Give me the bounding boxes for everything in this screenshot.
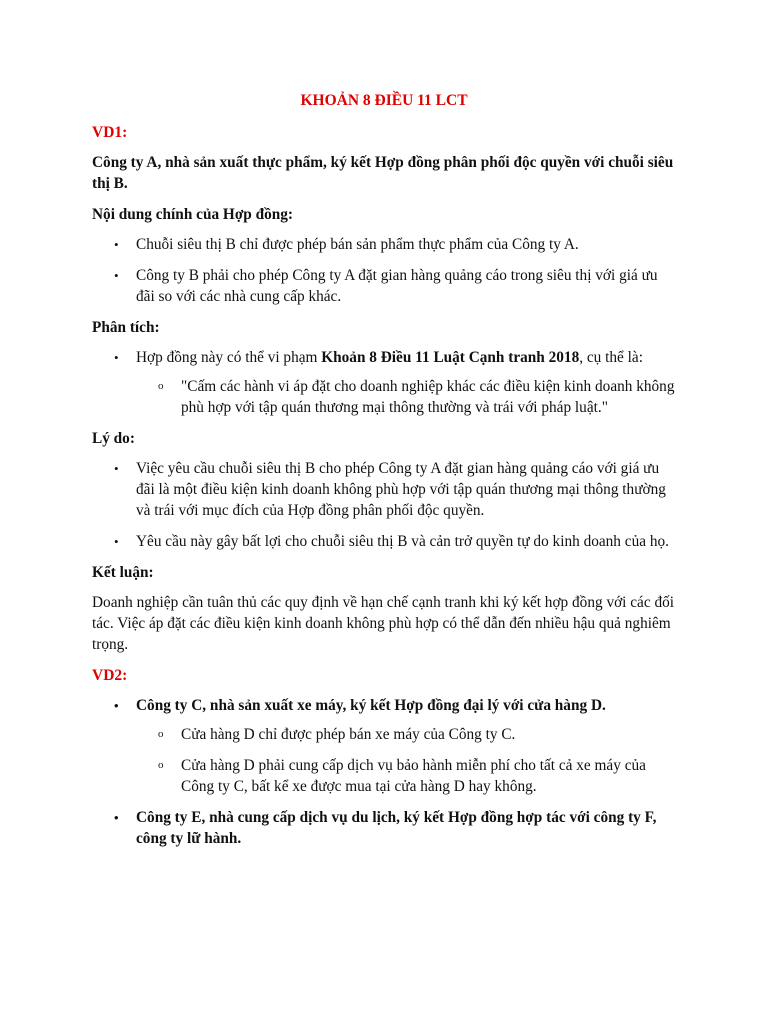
law-reference: Khoản 8 Điều 11 Luật Cạnh tranh 2018 bbox=[321, 349, 580, 366]
bullet-icon: • bbox=[114, 698, 119, 713]
list-item bbox=[136, 724, 676, 745]
list-item-text: Cửa hàng D chỉ được phép bán xe máy của Công ty C. bbox=[181, 726, 516, 743]
analysis-list bbox=[92, 347, 676, 418]
list-item-text: Chuỗi siêu thị B chỉ được phép bán sản phẩm thực phẩm của Công ty A. bbox=[136, 236, 579, 253]
list-item bbox=[136, 755, 676, 797]
analysis-label: Phân tích: bbox=[92, 319, 160, 336]
circle-bullet-icon: o bbox=[158, 759, 164, 771]
bullet-icon: • bbox=[114, 350, 119, 365]
reason-label: Lý do: bbox=[92, 430, 135, 447]
vd2-list bbox=[92, 695, 676, 849]
document-title: KHOẢN 8 ĐIỀU 11 LCT bbox=[300, 92, 468, 109]
analysis-sublist bbox=[136, 376, 676, 418]
list-item bbox=[92, 347, 676, 418]
vd2-heading: VD2: bbox=[92, 667, 128, 684]
list-item-text: Công ty B phải cho phép Công ty A đặt gian hàng quảng cáo trong siêu thị với giá ưu đãi so với các nhà cung cấp khác. bbox=[136, 267, 658, 305]
vd1-intro: Công ty A, nhà sản xuất thực phẩm, ký kết Hợp đồng phân phối độc quyền với chuỗi siêu thị B. bbox=[92, 154, 674, 192]
analysis-prefix: Hợp đồng này có thể vi phạm bbox=[136, 349, 322, 366]
list-item-text: Yêu cầu này gây bất lợi cho chuỗi siêu thị B và cản trở quyền tự do kinh doanh của họ. bbox=[136, 533, 669, 550]
analysis-suffix: , cụ thể là: bbox=[579, 349, 643, 366]
list-item bbox=[92, 531, 676, 552]
list-item-text: Công ty E, nhà cung cấp dịch vụ du lịch, ký kết Hợp đồng hợp tác với công ty F, công ty lữ hành. bbox=[136, 809, 657, 847]
bullet-icon: • bbox=[114, 237, 119, 252]
list-item bbox=[92, 695, 676, 797]
list-item-text: Việc yêu cầu chuỗi siêu thị B cho phép Công ty A đặt gian hàng quảng cáo với giá ưu đãi là một điều kiện kinh doanh không phù hợp với tập quán thương mại thông thường và trái với mục đích của Hợp đồng phân phối độc quyền. bbox=[136, 460, 666, 519]
law-quote: "Cấm các hành vi áp đặt cho doanh nghiệp khác các điều kiện kinh doanh không phù hợp với tập quán thương mại thông thường và trái với pháp luật." bbox=[181, 378, 675, 416]
list-item bbox=[92, 234, 676, 255]
bullet-icon: • bbox=[114, 268, 119, 283]
content-list bbox=[92, 234, 676, 307]
list-item bbox=[92, 807, 676, 849]
list-item bbox=[92, 458, 676, 521]
list-item bbox=[136, 376, 676, 418]
content-label: Nội dung chính của Hợp đồng: bbox=[92, 206, 294, 223]
reason-list bbox=[92, 458, 676, 552]
bullet-icon: • bbox=[114, 461, 119, 476]
list-item-text: Công ty C, nhà sản xuất xe máy, ký kết Hợp đồng đại lý với cửa hàng D. bbox=[136, 697, 606, 714]
bullet-icon: • bbox=[114, 810, 119, 825]
vd2-sublist bbox=[136, 724, 676, 797]
conclusion-text: Doanh nghiệp cần tuân thủ các quy định về hạn chế cạnh tranh khi ký kết hợp đồng với các đối tác. Việc áp đặt các điều kiện kinh doanh không phù hợp có thể dẫn đến nhiều hậu quả nghiêm trọng. bbox=[92, 594, 674, 653]
bullet-icon: • bbox=[114, 534, 119, 549]
circle-bullet-icon: o bbox=[158, 380, 164, 392]
vd1-heading: VD1: bbox=[92, 124, 128, 141]
circle-bullet-icon: o bbox=[158, 728, 164, 740]
list-item bbox=[92, 265, 676, 307]
conclusion-label: Kết luận: bbox=[92, 564, 154, 581]
list-item-text: Cửa hàng D phải cung cấp dịch vụ bảo hành miễn phí cho tất cả xe máy của Công ty C, bất kể xe được mua tại cửa hàng D hay không. bbox=[181, 757, 646, 795]
